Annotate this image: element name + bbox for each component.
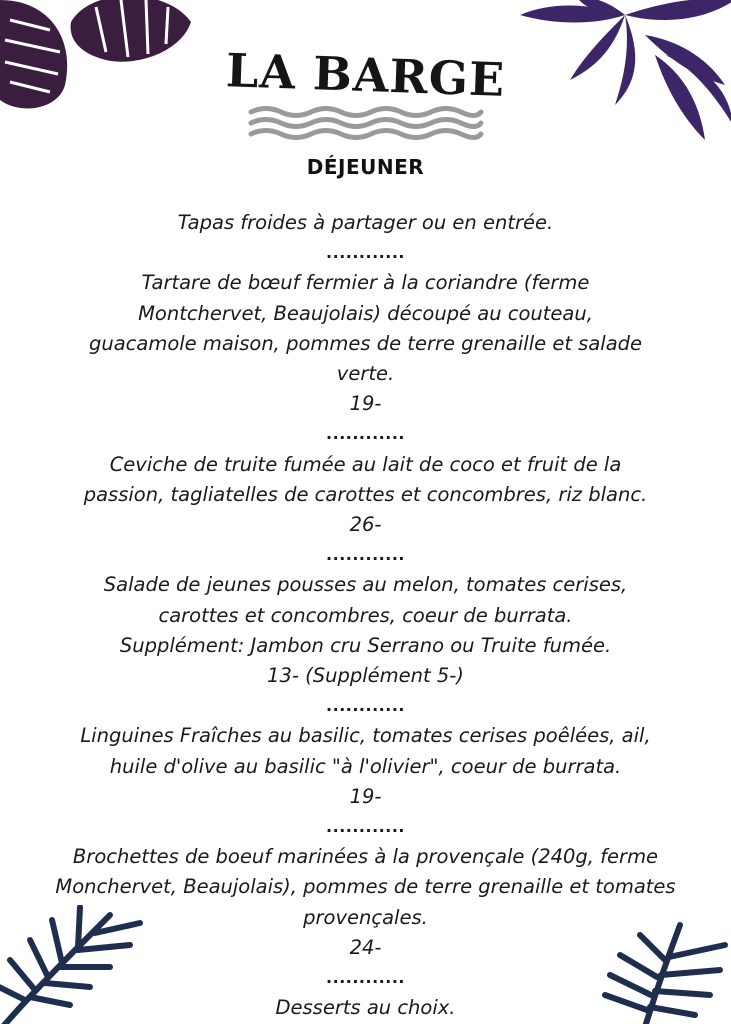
waves-icon <box>248 104 484 142</box>
menu-item-line: Montchervet, Beaujolais) découpé au couteau, <box>138 301 593 325</box>
section-title: DÉJEUNER <box>306 155 425 179</box>
menu-item-line: Monchervet, Beaujolais), pommes de terre grenaille et tomates <box>55 875 676 899</box>
menu-item-line: Salade de jeunes pousses au melon, tomates cerises, <box>103 573 628 597</box>
menu-item-line: Tartare de bœuf fermier à la coriandre (ferme <box>141 271 590 295</box>
menu-item-line: guacamole maison, pommes de terre grenaille et salade <box>88 331 643 355</box>
menu-item-tartare <box>10 268 721 419</box>
menu-item-price: 13- (Supplément 5-) <box>267 664 464 687</box>
menu-separator: ............ <box>326 243 405 263</box>
menu-item-linguines <box>10 721 721 812</box>
menu-item-line: verte. <box>336 362 395 385</box>
menu-list <box>10 208 721 1023</box>
menu-item-salade <box>10 570 721 691</box>
menu-item-brochettes <box>10 842 721 963</box>
menu-item-price: 19- <box>349 392 382 416</box>
menu-item-line: Linguines Fraîches au basilic, tomates cerises poêlées, ail, <box>80 724 651 748</box>
menu-item-line: passion, tagliatelles de carottes et concombres, riz blanc. <box>83 482 648 506</box>
menu-item-price: 24- <box>349 935 382 959</box>
menu-item-line: huile d'olive au basilic "à l'olivier", coeur de burrata. <box>109 754 622 778</box>
menu-item-line: Brochettes de boeuf marinées à la provençale (240g, ferme <box>72 845 659 869</box>
menu-item-price: 26- <box>349 513 382 536</box>
menu-separator: ............ <box>326 545 405 565</box>
menu-outro: Desserts au choix. <box>275 996 456 1020</box>
menu-item-line: Supplément: Jambon cru Serrano ou Truite fumée. <box>119 633 612 657</box>
menu-separator: ............ <box>326 817 405 836</box>
logo-title: LA BARGE <box>225 43 506 107</box>
menu-separator: ............ <box>326 424 405 444</box>
menu-item-price: 19- <box>349 784 382 808</box>
menu-separator: ............ <box>326 968 405 987</box>
menu-item-line: provençales. <box>303 905 428 929</box>
menu-item-line: carottes et concombres, coeur de burrata. <box>158 603 573 627</box>
menu-item-line: Ceviche de truite fumée au lait de coco et fruit de la <box>109 452 622 476</box>
menu-separator: ............ <box>326 696 405 716</box>
restaurant-logo <box>0 43 731 107</box>
menu-item-ceviche <box>10 450 721 541</box>
menu-intro: Tapas froides à partager ou en entrée. <box>177 211 554 234</box>
